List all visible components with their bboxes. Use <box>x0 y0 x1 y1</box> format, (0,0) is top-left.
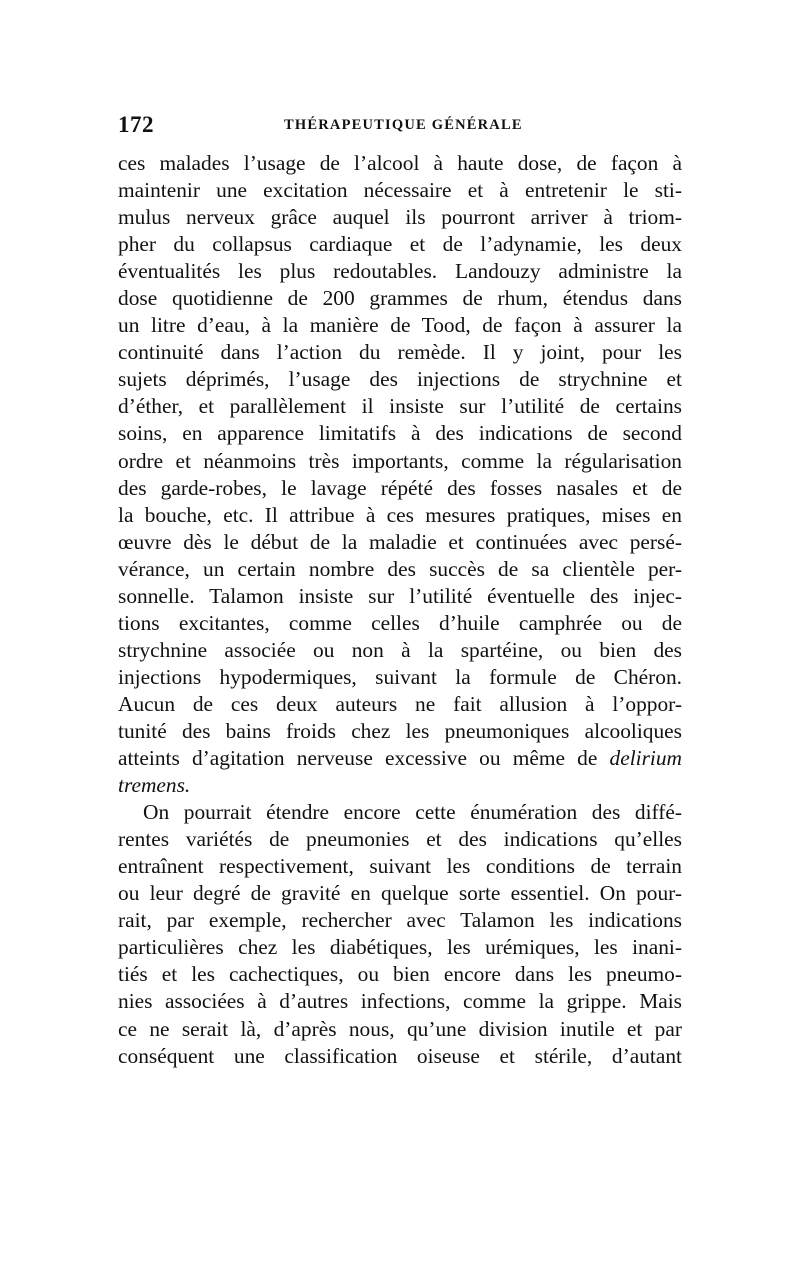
text-line: strychnine associée ou non à la spartéine, ou bien des <box>118 637 682 662</box>
text-line: particulières chez les diabétiques, les urémiques, les inani- <box>118 935 682 960</box>
text-line: sonnelle. Talamon insiste sur l’utilité éventuelle des injec- <box>118 583 682 608</box>
text-line: soins, en apparence limitatifs à des indications de second <box>118 421 682 446</box>
text-line: dose quotidienne de 200 grammes de rhum, étendus dans <box>118 286 682 311</box>
text-line: d’éther, et parallèlement il insiste sur l’utilité de certains <box>118 394 682 419</box>
text-line: injections hypodermiques, suivant la formule de Chéron. <box>118 664 682 689</box>
text-line: ce ne serait là, d’après nous, qu’une division inutile et par <box>118 1016 682 1041</box>
text-line: continuité dans l’action du remède. Il y joint, pour les <box>118 340 682 365</box>
text-line: un litre d’eau, à la manière de Tood, de façon à assurer la <box>118 313 682 338</box>
text-line: éventualités les plus redoutables. Landouzy administre la <box>118 259 682 284</box>
text-line: entraînent respectivement, suivant les conditions de terrain <box>118 854 682 879</box>
page-number: 172 <box>118 112 154 137</box>
text-line: On pourrait étendre encore cette énumération des diffé- <box>143 800 682 825</box>
text-line: conséquent une classification oiseuse et stérile, d’autant <box>118 1043 682 1068</box>
text-line: Aucun de ces deux auteurs ne fait allusion à l’oppor- <box>118 691 682 716</box>
text-line: rentes variétés de pneumonies et des indications qu’elles <box>118 827 682 852</box>
text-line: atteints d’agitation nerveuse excessive ou même de delirium <box>118 746 682 771</box>
text-line: vérance, un certain nombre des succès de sa clientèle per- <box>118 556 682 581</box>
text-line: des garde-robes, le lavage répété des fosses nasales et de <box>118 475 682 500</box>
text-line: tremens. <box>118 773 191 798</box>
text-line: tions excitantes, comme celles d’huile camphrée ou de <box>118 610 682 635</box>
text-line: tiés et les cachectiques, ou bien encore dans les pneumo- <box>118 962 682 987</box>
text-line: la bouche, etc. Il attribue à ces mesures pratiques, mises en <box>118 502 682 527</box>
text-line: tunité des bains froids chez les pneumoniques alcooliques <box>118 718 682 743</box>
text-line: pher du collapsus cardiaque et de l’adynamie, les deux <box>118 232 682 257</box>
text-line: maintenir une excitation nécessaire et à entretenir le sti- <box>118 178 682 203</box>
italic-term: delirium <box>609 746 682 771</box>
text-line: ordre et néanmoins très importants, comme la régularisation <box>118 448 682 473</box>
text-line: œuvre dès le début de la maladie et continuées avec persé- <box>118 529 682 554</box>
text-line: ou leur degré de gravité en quelque sorte essentiel. On pour- <box>118 881 682 906</box>
text-line: ces malades l’usage de l’alcool à haute dose, de façon à <box>118 151 682 175</box>
running-title: THÉRAPEUTIQUE GÉNÉRALE <box>284 117 523 133</box>
text-line: sujets déprimés, l’usage des injections de strychnine et <box>118 367 682 392</box>
body-text <box>118 150 682 1070</box>
paragraph-2 <box>118 799 682 1069</box>
text-line: rait, par exemple, rechercher avec Talamon les indications <box>118 908 682 933</box>
text-line: mulus nerveux grâce auquel ils pourront arriver à triom- <box>118 205 682 230</box>
paragraph-1 <box>118 150 682 799</box>
text-line: nies associées à d’autres infections, comme la grippe. Mais <box>118 989 682 1014</box>
page-header <box>118 112 682 142</box>
